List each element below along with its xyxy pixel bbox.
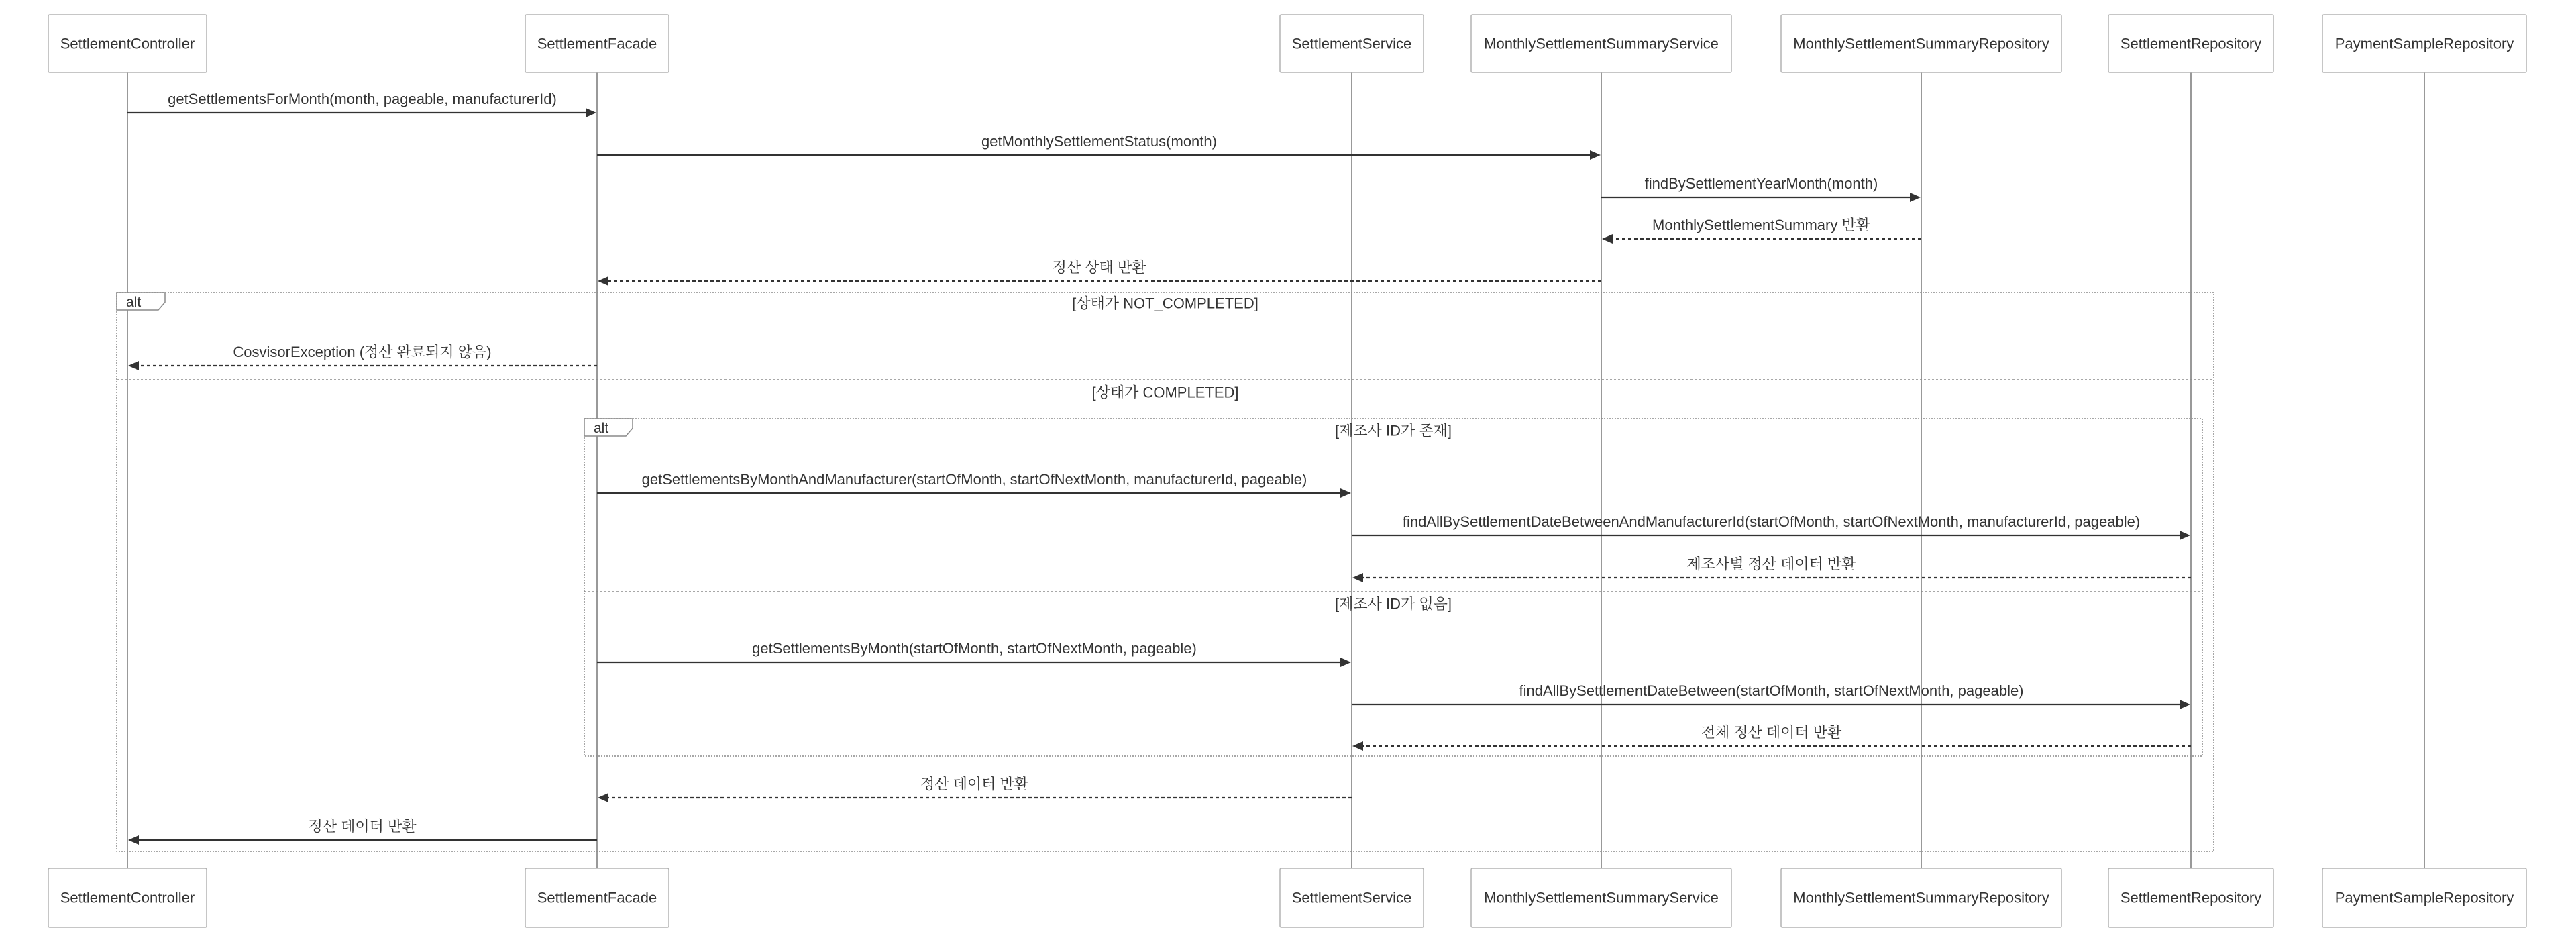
participant-bottom-payment-sample-repository: [2322, 868, 2526, 927]
message-label: findAllBySettlementDateBetweenAndManufacturerId(startOfMonth, startOfNextMonth, manufacturerId, pageable): [1402, 513, 2141, 530]
arrowhead-icon: [2180, 700, 2190, 709]
message-label: findAllBySettlementDateBetween(startOfMonth, startOfNextMonth, pageable): [1519, 682, 2024, 699]
participant-label: PaymentSampleRepository: [2334, 35, 2514, 52]
message-label: 전체 정산 데이터 반환: [1701, 724, 1842, 741]
participant-label: SettlementFacade: [537, 35, 657, 52]
message-label: MonthlySettlementSummary 반환: [1652, 217, 1870, 233]
arrowhead-icon: [1602, 234, 1613, 244]
participant-label: MonthlySettlementSummaryRepository: [1793, 35, 2049, 52]
participant-label: SettlementRepository: [2120, 889, 2262, 906]
alt-fragment-2: [584, 419, 2202, 756]
participant-label: SettlementFacade: [537, 889, 657, 906]
participant-top-settlement-controller: [48, 15, 207, 72]
arrowhead-icon: [586, 108, 596, 117]
arrowhead-icon: [128, 361, 139, 370]
fragment-keyword: alt: [594, 420, 609, 436]
message-7: [597, 471, 1351, 498]
message-6: [128, 344, 597, 370]
message-2: [597, 133, 1601, 160]
message-4: [1602, 217, 1921, 244]
arrowhead-icon: [1910, 193, 1921, 202]
message-14: [128, 818, 597, 845]
arrowhead-icon: [128, 835, 139, 845]
participant-top-settlement-repository: [2108, 15, 2273, 72]
message-10: [597, 640, 1351, 667]
message-9: [1352, 556, 2191, 582]
arrowhead-icon: [1352, 573, 1363, 582]
arrowhead-icon: [1340, 488, 1351, 498]
message-label: findBySettlementYearMonth(month): [1644, 175, 1878, 192]
message-1: [127, 91, 596, 117]
participant-label: SettlementController: [60, 889, 195, 906]
arrowhead-icon: [1352, 741, 1363, 751]
arrowhead-icon: [598, 793, 608, 802]
participant-top-payment-sample-repository: [2322, 15, 2526, 72]
message-label: getMonthlySettlementStatus(month): [981, 133, 1217, 150]
message-13: [598, 776, 1352, 802]
message-label: 정산 상태 반환: [1052, 259, 1146, 276]
participant-label: PaymentSampleRepository: [2334, 889, 2514, 906]
participant-label: SettlementService: [1291, 889, 1412, 906]
arrowhead-icon: [1340, 658, 1351, 667]
fragment-condition: [제조사 ID가 없음]: [1335, 595, 1452, 613]
fragment-keyword: alt: [126, 294, 142, 310]
message-12: [1352, 724, 2191, 751]
participant-top-settlement-service: [1280, 15, 1424, 72]
fragment-condition: [상태가 COMPLETED]: [1091, 384, 1239, 401]
message-label: CosvisorException (정산 완료되지 않음): [233, 344, 492, 360]
fragment-condition: [제조사 ID가 존재]: [1335, 422, 1452, 439]
participant-bottom-monthly-settlement-summary-service: [1471, 868, 1731, 927]
message-8: [1352, 513, 2190, 540]
participant-bottom-settlement-service: [1280, 868, 1424, 927]
participant-bottom-settlement-repository: [2108, 868, 2273, 927]
message-label: getSettlementsForMonth(month, pageable, manufacturerId): [168, 91, 557, 107]
message-5: [598, 259, 1601, 286]
participant-label: MonthlySettlementSummaryService: [1484, 889, 1719, 906]
message-label: getSettlementsByMonth(startOfMonth, startOfNextMonth, pageable): [752, 640, 1197, 657]
participant-label: SettlementRepository: [2120, 35, 2262, 52]
participant-label: MonthlySettlementSummaryRepository: [1793, 889, 2049, 906]
participant-top-monthly-settlement-summary-service: [1471, 15, 1731, 72]
fragment-frame: [117, 293, 2214, 851]
arrowhead-icon: [2180, 531, 2190, 540]
message-3: [1601, 175, 1921, 202]
message-label: getSettlementsByMonthAndManufacturer(startOfMonth, startOfNextMonth, manufacturerId, pageable): [641, 471, 1307, 488]
participant-label: MonthlySettlementSummaryService: [1484, 35, 1719, 52]
message-label: 제조사별 정산 데이터 반환: [1686, 556, 1856, 572]
participant-label: SettlementController: [60, 35, 195, 52]
arrowhead-icon: [598, 276, 608, 286]
participant-bottom-monthly-settlement-summary-repository: [1781, 868, 2061, 927]
alt-fragment-1: [117, 293, 2214, 851]
participant-top-monthly-settlement-summary-repository: [1781, 15, 2061, 72]
fragment-condition: [상태가 NOT_COMPLETED]: [1072, 295, 1258, 312]
message-label: 정산 데이터 반환: [308, 818, 417, 835]
participant-bottom-settlement-controller: [48, 868, 207, 927]
message-11: [1352, 682, 2190, 709]
fragment-frame: [584, 419, 2202, 756]
participant-bottom-settlement-facade: [525, 868, 669, 927]
participant-top-settlement-facade: [525, 15, 669, 72]
arrowhead-icon: [1590, 150, 1601, 160]
participant-label: SettlementService: [1291, 35, 1412, 52]
message-label: 정산 데이터 반환: [920, 776, 1028, 792]
